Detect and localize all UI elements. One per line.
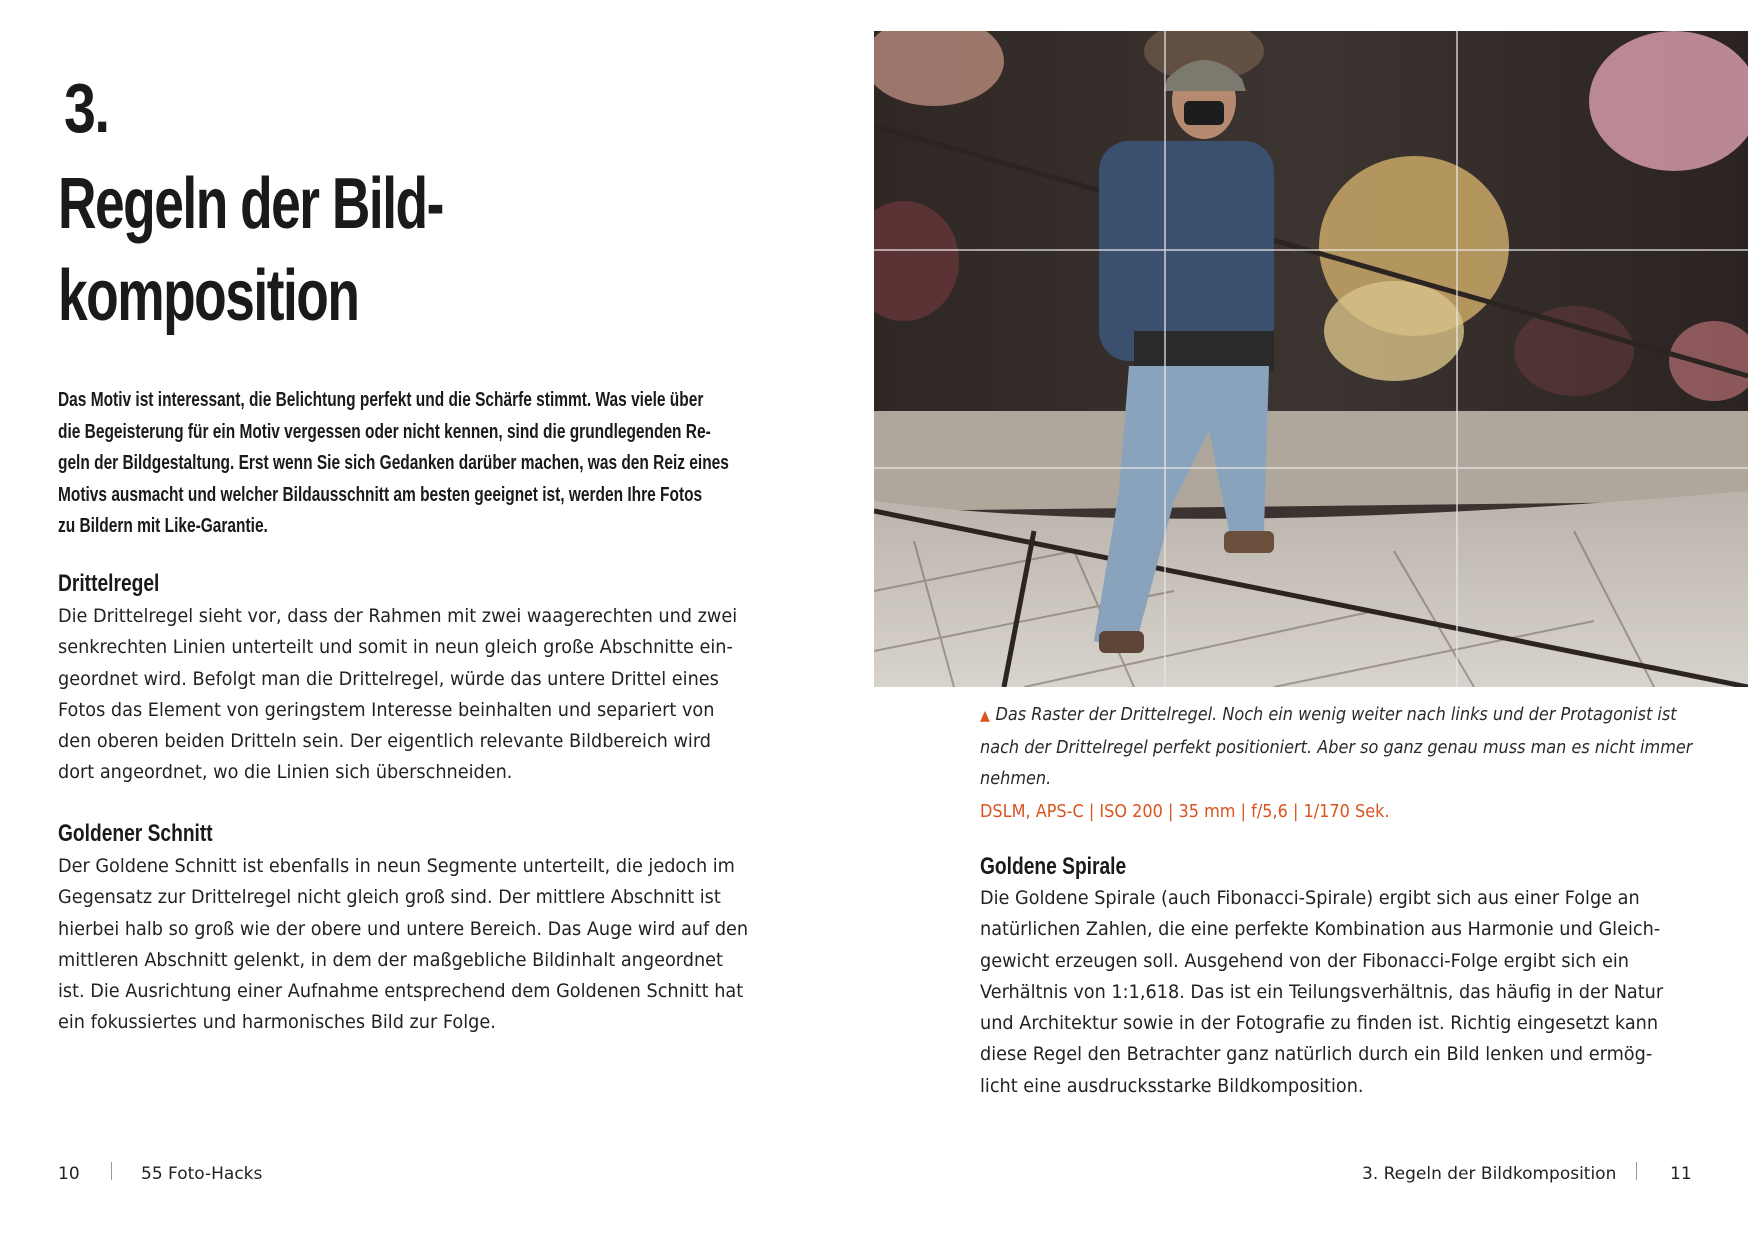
- intro-line: die Begeisterung für ein Motiv vergessen oder nicht kennen, sind die grundlegenden Re-: [58, 419, 711, 443]
- intro-line: zu Bildern mit Like-Garantie.: [58, 514, 268, 537]
- body-line: geordnet wird. Befolgt man die Drittelregel, würde das untere Drittel eines: [58, 667, 719, 690]
- footer-divider: [1636, 1162, 1637, 1180]
- body-line: gewicht erzeugen soll. Ausgehend von der Fibonacci-Folge ergibt sich ein: [980, 949, 1629, 972]
- body-line: und Architektur sowie in der Fotografie zu finden ist. Richtig eingesetzt kann: [980, 1012, 1659, 1035]
- body-line: Der Goldene Schnitt ist ebenfalls in neun Segmente unterteilt, die jedoch im: [58, 855, 735, 877]
- caption-line: nach der Drittelregel perfekt positioniert. Aber so ganz genau muss man es nicht immer: [980, 737, 1693, 758]
- chapter-number: 3.: [64, 69, 109, 147]
- intro-line: Das Motiv ist interessant, die Belichtung perfekt und die Schärfe stimmt. Was viele über: [58, 388, 704, 411]
- body-line: ein fokussiertes und harmonisches Bild zur Folge.: [58, 1011, 496, 1034]
- caption-line: ▲ Das Raster der Drittelregel. Noch ein wenig weiter nach links und der Protagonist ist: [980, 705, 1677, 725]
- section-body-drittelregel: [58, 601, 737, 789]
- body-line: Verhältnis von 1:1,618. Das ist ein Teilungsverhältnis, das häufig in der Natur: [980, 980, 1664, 1003]
- body-line: mittleren Abschnitt gelenkt, in dem der maßgebliche Bildinhalt angeordnet: [58, 948, 723, 971]
- body-line: Gegensatz zur Drittelregel nicht gleich groß sind. Der mittlere Abschnitt ist: [58, 886, 721, 909]
- book-title: 55 Foto-Hacks: [141, 1164, 263, 1184]
- body-line: hierbei halb so groß wie der obere und untere Bereich. Das Auge wird auf den: [58, 917, 749, 940]
- exif-data: DSLM, APS-C | ISO 200 | 35 mm | f/5,6 | 1/170 Sek.: [980, 802, 1390, 822]
- body-line: ist. Die Ausrichtung einer Aufnahme entsprechend dem Goldenen Schnitt hat: [58, 980, 744, 1003]
- chapter-title-line: komposition: [58, 256, 359, 336]
- section-body-goldener-schnitt: [58, 851, 748, 1039]
- page-number-right: 11: [1670, 1164, 1692, 1184]
- body-line: Die Goldene Spirale (auch Fibonacci-Spirale) ergibt sich aus einer Folge an: [980, 887, 1640, 909]
- photo-grid-icon: [874, 31, 1748, 687]
- section-body-goldene-spirale: [980, 883, 1663, 1102]
- body-line: Fotos das Element von geringstem Interesse beinhalten und separiert von: [58, 698, 715, 721]
- body-line: licht eine ausdrucksstarke Bildkomposition.: [980, 1074, 1364, 1097]
- triangle-up-icon: ▲: [980, 708, 990, 724]
- body-line: Die Drittelregel sieht vor, dass der Rahmen mit zwei waagerechten und zwei: [58, 605, 738, 627]
- section-heading-drittelregel: Drittelregel: [58, 570, 160, 597]
- section-heading-goldene-spirale: Goldene Spirale: [980, 853, 1127, 880]
- caption-line: nehmen.: [980, 769, 1052, 789]
- chapter-title-line: Regeln der Bild-: [58, 164, 443, 244]
- body-line: dort angeordnet, wo die Linien sich überschneiden.: [58, 761, 513, 784]
- chapter-title: [58, 158, 576, 342]
- photo-caption: [980, 700, 1693, 796]
- photo-rule-of-thirds: [874, 31, 1748, 687]
- body-line: diese Regel den Betrachter ganz natürlich durch ein Bild lenken und ermög-: [980, 1043, 1653, 1066]
- chapter-label-footer: 3. Regeln der Bildkomposition: [1362, 1164, 1617, 1184]
- section-heading-goldener-schnitt: Goldener Schnitt: [58, 820, 213, 847]
- body-line: den oberen beiden Dritteln sein. Der eigentlich relevante Bildbereich wird: [58, 730, 712, 753]
- page-number-left: 10: [58, 1164, 80, 1184]
- intro-line: geln der Bildgestaltung. Erst wenn Sie sich Gedanken darüber machen, was den Reiz eines: [58, 451, 729, 474]
- body-line: natürlichen Zahlen, die eine perfekte Kombination aus Harmonie und Gleich-: [980, 918, 1661, 941]
- footer-divider: [111, 1162, 112, 1180]
- intro-line: Motivs ausmacht und welcher Bildausschnitt am besten geeignet ist, werden Ihre Fotos: [58, 482, 703, 506]
- body-line: senkrechten Linien unterteilt und somit in neun gleich große Abschnitte ein-: [58, 636, 733, 659]
- intro-paragraph: [58, 384, 768, 542]
